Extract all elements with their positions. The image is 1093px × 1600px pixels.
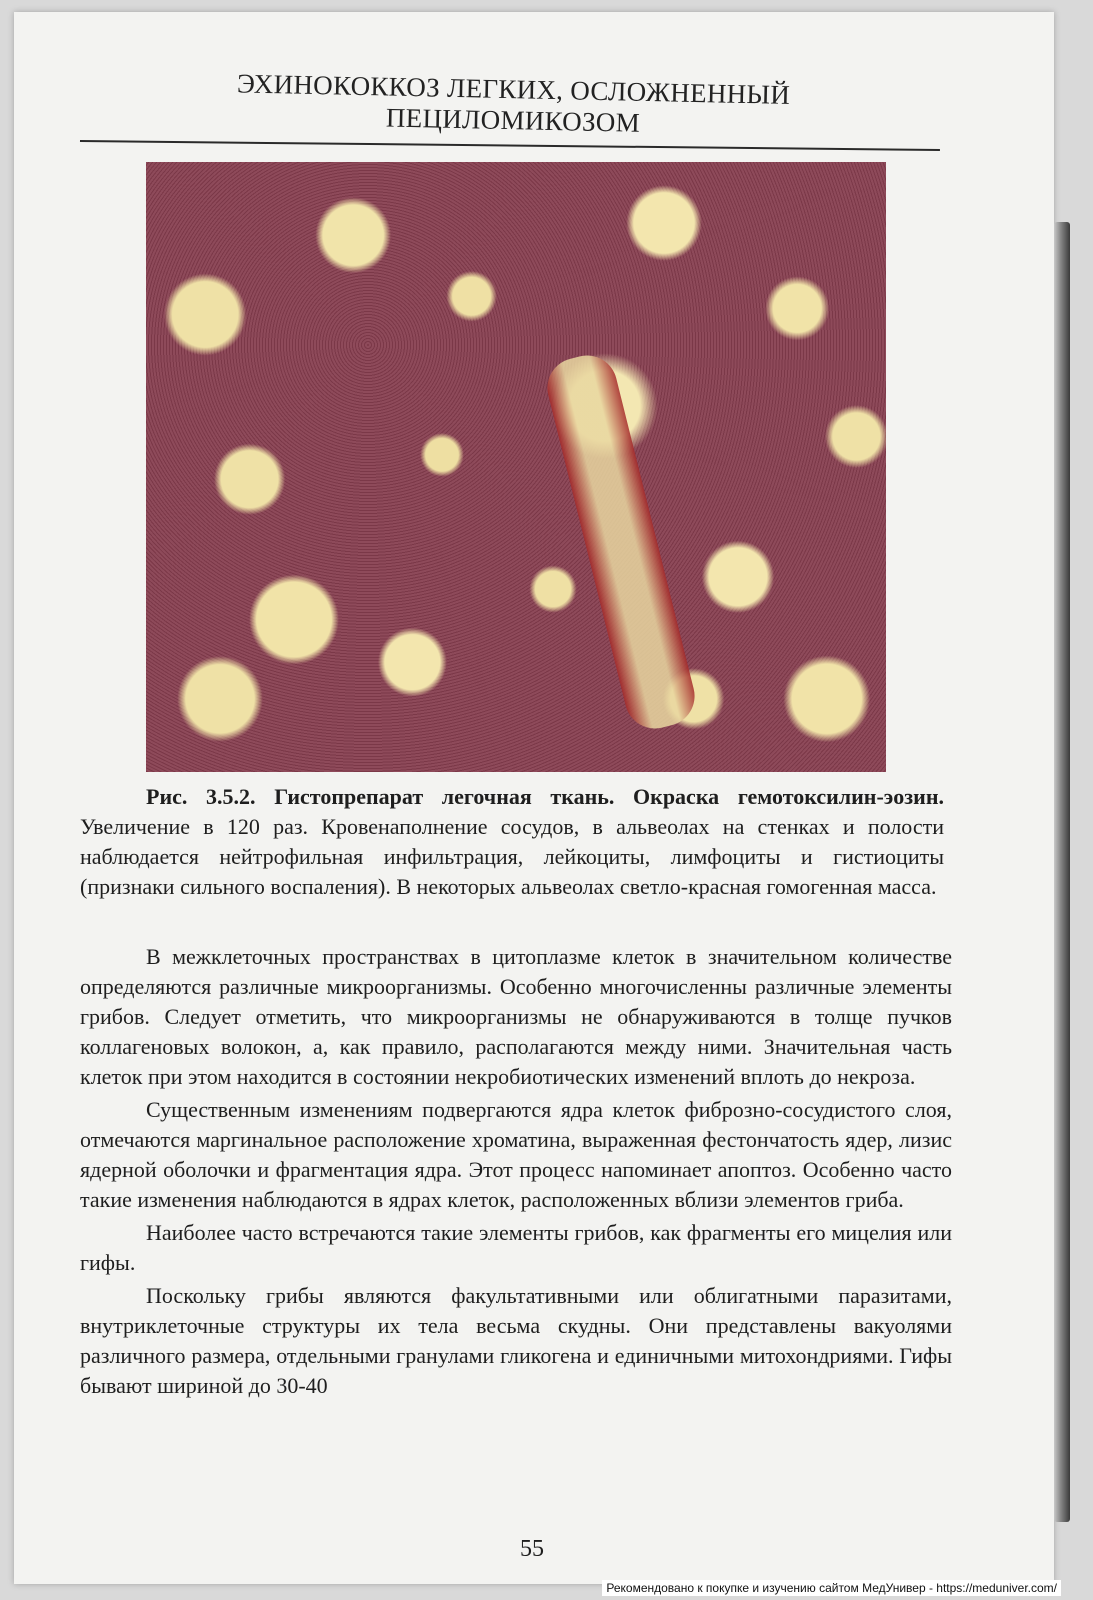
body-text (80, 942, 952, 1404)
paragraph: Наиболее часто встречаются такие элементы грибов, как фрагменты его мицелия или гифы. (80, 1220, 952, 1275)
paragraph: В межклеточных пространствах в цитоплазме клеток в значительном количестве определяются различные микроорганизмы. Особенно многочисленны различные элементы грибов. Следует отметить, что микроорганизмы не обнаруживаются в толще пучков коллагеновых волокон, а, как правило, располагаются между ними. Значительная часть клеток при этом находится в состоянии некробиотических изменений вплоть до некроза. (80, 944, 952, 1089)
running-head: ЭХИНОКОККОЗ ЛЕГКИХ, ОСЛОЖНЕННЫЙ ПЕЦИЛОМИКОЗОМ (236, 68, 791, 138)
blood-vessel-region (541, 349, 701, 735)
page-number: 55 (520, 1536, 544, 1562)
figure-label: Рис. 3.5.2. (146, 784, 256, 809)
page-edge-shadow (1054, 222, 1070, 1522)
figure-caption-text: Увеличение в 120 раз. Кровенаполнение сосудов, в альвеолах на стенках и полости наблюдается нейтрофильная инфильтрация, лейкоциты, лимфоциты и гистиоциты (признаки сильного воспаления). В некоторых альвеолах светло-красная гомогенная масса. (80, 814, 944, 899)
histology-micrograph (146, 162, 886, 772)
paragraph: Поскольку грибы являются факультативными или облигатными паразитами, внутриклеточные структуры их тела весьма скудны. Они представлены вакуолями различного размера, отдельными гранулами гликогена и единичными митохондриями. Гифы бывают шириной до 30-40 (80, 1283, 952, 1398)
figure-caption (80, 782, 944, 902)
book-page (14, 12, 1054, 1584)
paragraph: Существенным изменениям подвергаются ядра клеток фиброзно-сосудистого слоя, отмечаются маргинальное расположение хроматина, выраженная фестончатость ядер, лизис ядерной оболочки и фрагментация ядра. Этот процесс напоминает апоптоз. Особенно часто такие изменения наблюдаются в ядрах клеток, расположенных вблизи элементов гриба. (80, 1097, 952, 1212)
figure-caption-bold: Гистопрепарат легочная ткань. Окраска гемотоксилин-эозин. (274, 784, 944, 809)
footer-watermark: Рекомендовано к покупке и изучению сайтом МедУнивер - https://meduniver.com/ (602, 1580, 1061, 1596)
